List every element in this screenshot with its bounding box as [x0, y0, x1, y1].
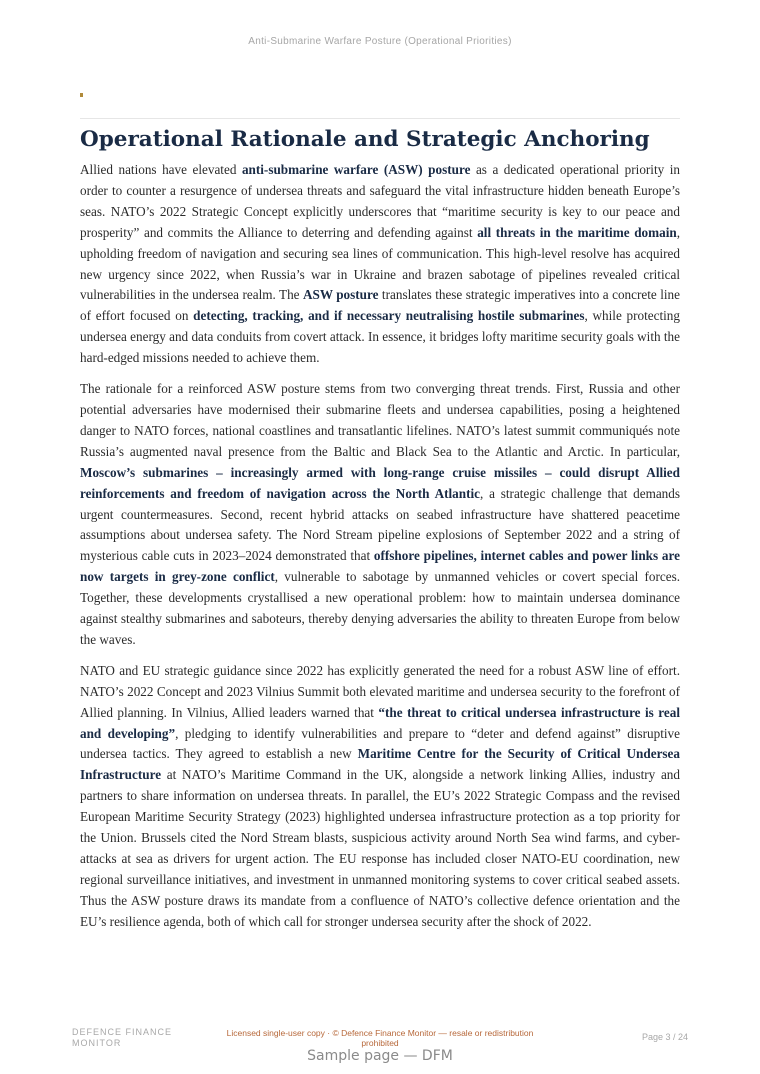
emphasis-text: ASW posture — [302, 287, 379, 303]
body-text: , vulnerable to sabotage by unmanned vehicles or covert special forces. Together, these developments crystallised a new operational problem: how to maintain undersea dominance against stealthy submarines and saboteurs, thereby denying adversaries the ability to threaten Europe from below the waves. — [80, 569, 681, 647]
body-text: , while protecting undersea energy and data conduits from covert attack. In essence, it bridges lofty maritime security goals with the hard-edged missions needed to achieve them. — [80, 308, 680, 366]
footer-brand — [72, 1027, 202, 1048]
running-header: Anti-Submarine Warfare Posture (Operational Priorities) — [248, 36, 512, 47]
body-text: , a strategic challenge that demands urgent countermeasures. Second, recent hybrid attacks on seabed infrastructure have shattered peacetime assumptions about undersea safety. The Nord Stream pipeline explosions of September 2022 and a string of mysterious cable cuts in 2023–2024 demonstrated that — [80, 485, 680, 564]
paragraph-3 — [80, 661, 680, 933]
body-text: , upholding freedom of navigation and securing sea lines of communication. This high-level resolve has acquired new urgency since 2022, when Russia’s war in Ukraine and brazen sabotage of pipelines revealed critical vulnerabilities in the undersea realm. The — [80, 224, 680, 303]
main-content — [80, 126, 680, 943]
emphasis-text: detecting, tracking, and if necessary neutralising hostile submarines — [193, 308, 585, 324]
header-divider — [80, 118, 680, 119]
emphasis-text: offshore pipelines, internet cables and power links are now targets in grey-zone conflict — [80, 548, 680, 585]
body-text: Allied nations have elevated — [80, 162, 242, 177]
page-number: Page 3 / 24 — [641, 1032, 688, 1042]
body-text: at NATO’s Maritime Command in the UK, alongside a network linking Allies, industry and partners to share information on undersea threats. In parallel, the EU’s 2022 Strategic Compass and the revised European Maritime Security Strategy (2023) highlighted undersea infrastructure protection as a top priority for the Union. Brussels cited the Nord Stream blasts, suspicious activity around North Sea wind farms, and cyber-attacks at sea as drivers for urgent action. The EU response has included closer NATO-EU coordination, new regional surveillance initiatives, and investment in unmanned monitoring systems to cover critical seabed assets. Thus the ASW posture draws its mandate from a confluence of NATO’s collective defence orientation and the EU’s resilience agenda, both of which call for stronger undersea security after the shock of 2022. — [80, 767, 680, 929]
body-text: The rationale for a reinforced ASW posture stems from two converging threat trends. First, Russia and other potential adversaries have modernised their submarine fleets and undersea capabilities, posing a heightened danger to NATO forces, national coastlines and transatlantic lifelines. NATO’s latest summit communiqués note Russia’s augmented naval presence from the Baltic and Black Sea to the Atlantic and Arctic. In particular, — [80, 381, 680, 459]
emphasis-text: Moscow’s submarines – increasingly armed with long-range cruise missiles – could disrupt Allied reinforcements and freedom of navigation across the North Atlantic — [80, 464, 680, 501]
emphasis-text: all threats in the maritime domain — [477, 224, 677, 240]
body-text: NATO and EU strategic guidance since 2022 has explicitly generated the need for a robust ASW line of effort. NATO’s 2022 Concept and 2023 Vilnius Summit both elevated maritime and undersea security to the forefront of Allied planning. In Vilnius, Allied leaders warned that — [80, 662, 680, 720]
footer-license-line1: Licensed single-user copy · © Defence Finance Monitor — resale or redistribution — [226, 1028, 534, 1038]
footer-license — [220, 1028, 540, 1048]
body-text: as a dedicated operational priority in order to counter a resurgence of undersea threats and safeguard the vital infrastructure hidden beneath Europe’s seas. NATO’s 2022 Strategic Concept explicitly underscores that “maritime security is key to our peace and prosperity” and commits the Alliance to deterring and defending against — [80, 162, 680, 240]
footer-brand-line1: DEFENCE FINANCE — [72, 1027, 173, 1037]
emphasis-text: Maritime Centre for the Security of Critical Undersea Infrastructure — [80, 746, 681, 783]
accent-marker — [80, 93, 83, 97]
footer-license-line2: prohibited — [361, 1038, 399, 1048]
emphasis-text: “the threat to critical undersea infrastructure is real and developing” — [80, 704, 680, 741]
footer-brand-line2: MONITOR — [72, 1037, 122, 1048]
paragraph-2 — [80, 379, 680, 651]
body-text: , pledging to identify vulnerabilities and prepare to “deter and defend against” disruptive undersea tactics. They agreed to establish a new — [80, 725, 680, 762]
section-title: Operational Rationale and Strategic Anchoring — [80, 127, 650, 152]
body-text: translates these strategic imperatives into a concrete line of effort focused on — [80, 287, 680, 324]
sample-label: Sample page — DFM — [307, 1048, 453, 1064]
emphasis-text: anti-submarine warfare (ASW) posture — [241, 162, 471, 177]
paragraph-1 — [80, 160, 680, 369]
